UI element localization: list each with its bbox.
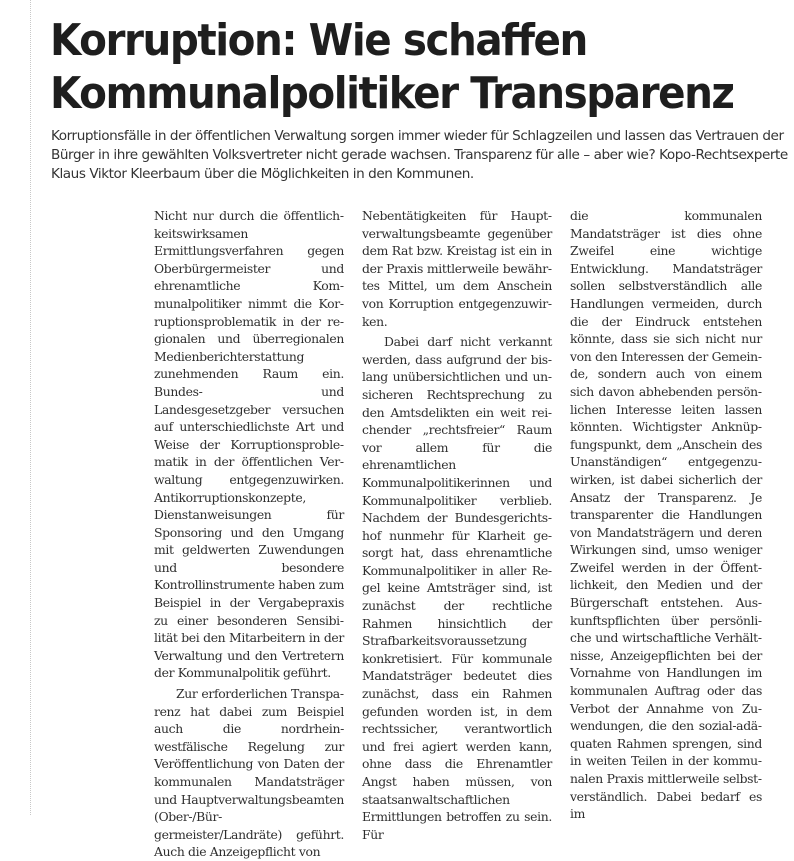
article-column-1 <box>154 207 344 861</box>
article-title <box>50 14 734 120</box>
title-line-2: Kommunalpolitiker Transparenz <box>50 68 734 119</box>
article-column-2 <box>362 207 552 843</box>
paragraph: Dabei darf nicht verkannt werden, dass aufgrund der bislang unübersichtlichen und unsicheren Rechtsprechung zu den Amtsdelikten ein weit reichender „rechtsfreier“ Raum vor allem für die ehrenamtlichen Kommunalpolitikerinnen und Kommunalpolitiker verblieb. Nachdem der Bundesgerichtshof nunmehr für Klarheit gesorgt hat, dass ehrenamtliche Kommunalpolitiker in aller Regel keine Amtsträger sind, ist zunächst der rechtliche Rahmen hinsichtlich der Strafbarkeitsvoraussetzung konkretisiert. Für kommunale Mandatsträger bedeutet dies zunächst, dass ein Rahmen gefunden worden ist, in dem rechtssicher, verantwortlich und frei agiert werden kann, ohne dass die Ehrenamtler Angst haben müssen, von staatsanwaltschaftlichen Ermittlungen betroffen zu sein. Für <box>362 334 552 842</box>
page-margin-line <box>30 0 31 815</box>
paragraph: Zur erforderlichen Transparenz hat dabei zum Beispiel auch die nordrhein-westfälische Regelung zur Veröffentlichung von Daten der kommunalen Mandatsträger und Hauptverwaltungsbeamten (Ober-/Bürgermeister/Landräte) geführt. Auch die Anzeigepflicht von <box>154 686 344 860</box>
paragraph: die kommunalen Mandatsträger ist dies ohne Zweifel eine wichtige Entwicklung. Mandatsträger sollen selbstverständlich alle Handlungen vermeiden, durch die der Eindruck entstehen könnte, dass sie sich nicht nur von den Interessen der Gemeinde, sondern auch von einem sich davon abhebenden persönlichen Interesse leiten lassen könnten. Wichtigster Anknüpfungspunkt, dem „Anschein des Unanständigen“ entgegenzuwirken, ist dabei sicherlich der Ansatz der Transparenz. Je transparenter die Handlungen von Mandatsträgern und deren Wirkungen sind, umso weniger Zweifel werden in der Öffentlichkeit, den Medien und der Bürgerschaft entstehen. Auskunftspflichten über persönliche und wirtschaftliche Verhältnisse, Anzeigepflichten bei der Vornahme von Handlungen im kommunalen Auftrag oder das Verbot der Annahme von Zuwendungen, die den sozial-adäquaten Rahmen sprengen, sind in weiten Teilen in der kommunalen Praxis mittlerweile selbstverständlich. Dabei bedarf es im <box>570 208 762 822</box>
paragraph: Nebentätigkeiten für Hauptverwaltungsbeamte gegenüber dem Rat bzw. Kreistag ist ein in der Praxis mittlerweile bewährtes Mittel, um dem Anschein von Korruption entgegenzuwirken. <box>362 208 552 329</box>
article-lead: Korruptionsfälle in der öffentlichen Verwaltung sorgen immer wieder für Schlagzeilen und lassen das Vertrauen der Bürger in ihre gewählten Volksvertreter nicht gerade wachsen. Transparenz für alle – aber wie? Kopo-Rechtsexperte Klaus Viktor Kleerbaum über die Möglichkeiten in den Kommunen. <box>51 128 788 182</box>
article-column-3 <box>570 207 762 823</box>
paragraph: Nicht nur durch die öffentlichkeitswirksamen Ermittlungsverfahren gegen Oberbürgermeister und ehrenamtliche Kommunalpolitiker nimmt die Korruptionsproblematik in der regionalen und überregionalen Medienberichterstattung zunehmenden Raum ein. Bundes- und Landesgesetzgeber versuchen auf unterschiedlichste Art und Weise der Korruptionsproblematik in der öffentlichen Verwaltung entgegenzuwirken. Antikorruptionskonzepte, Dienstanweisungen für Sponsoring und den Umgang mit geldwerten Zuwendungen und besondere Kontrollinstrumente haben zum Beispiel in der Vergabepraxis zu einer besonderen Sensibilität bei den Mitarbeitern in der Verwaltung und den Vertretern der Kommunalpolitik geführt. <box>154 208 344 681</box>
title-line-1: Korruption: Wie schaffen <box>50 15 587 66</box>
